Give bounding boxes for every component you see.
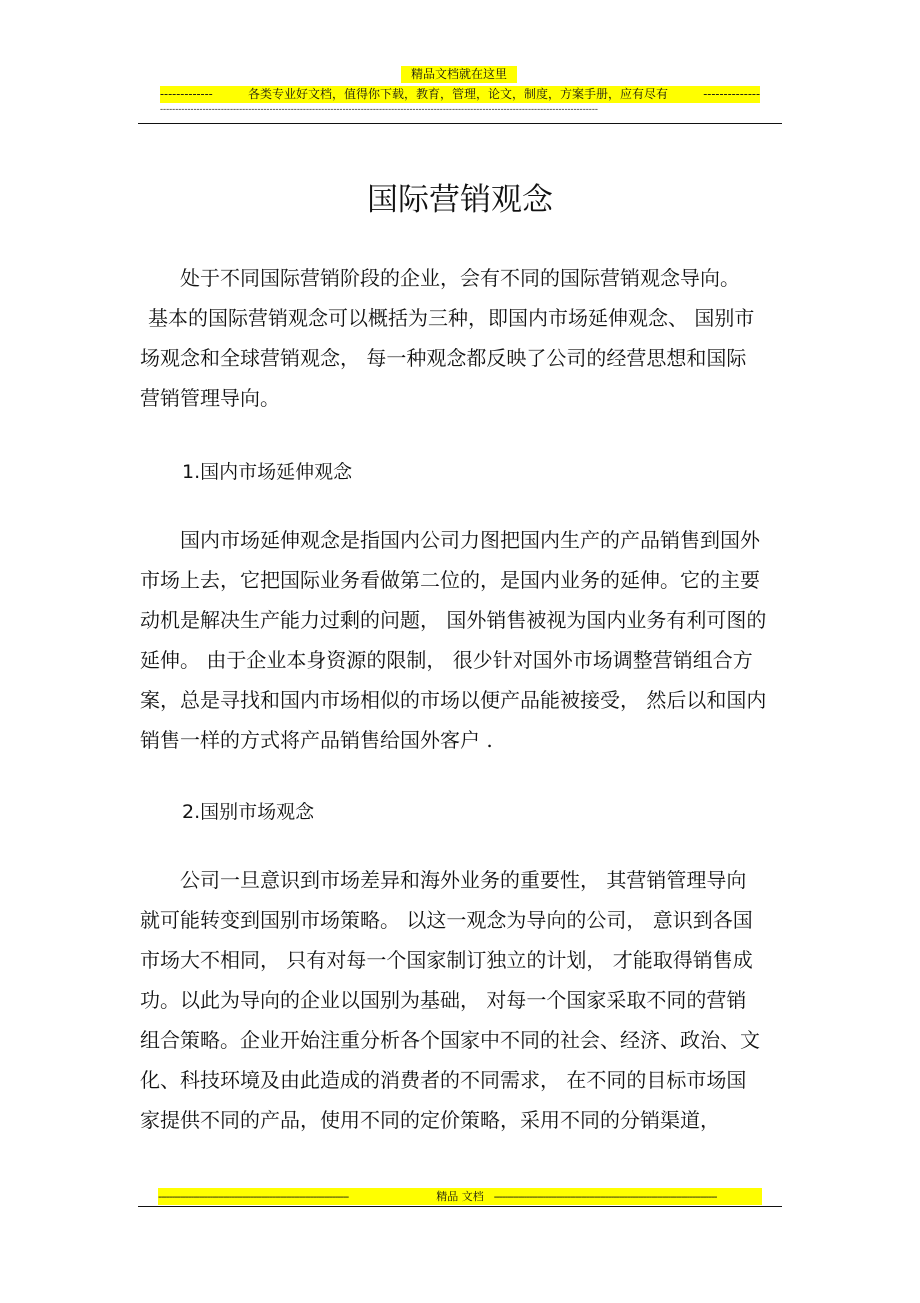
section-heading-2: 2.国别市场观念 <box>182 801 315 823</box>
section-1-line-6: 销售一样的方式将产品销售给国外客户 . <box>140 728 493 752</box>
section-2-line-1: 公司一旦意识到市场差异和海外业务的重要性， 其营销管理导向 <box>180 868 747 892</box>
section-2-line-4: 功。以此为导向的企业以国别为基础， 对每一个国家采取不同的营销 <box>140 988 747 1012</box>
header-banner-text: 各类专业好文档，值得你下载，教育，管理，论文，制度，方案手册，应有尽有 <box>247 87 668 101</box>
section-2-line-2: 就可能转变到国别市场策略。 以这一观念为导向的公司， 意识到各国 <box>140 908 753 932</box>
section-1-line-3: 动机是解决生产能力过剩的问题， 国外销售被视为国内业务有利可图的 <box>140 608 767 632</box>
section-2-line-3: 市场大不相同， 只有对每一个国家制订独立的计划， 才能取得销售成 <box>140 948 753 972</box>
section-1-line-5: 案，总是寻找和国内市场相似的市场以便产品能被接受， 然后以和国内 <box>140 688 767 712</box>
header-divider <box>138 123 782 124</box>
intro-paragraph <box>140 258 780 418</box>
header-banner-left-dashes: ------------- <box>160 87 213 101</box>
section-1-paragraph <box>140 520 780 760</box>
footer-banner <box>158 1188 762 1205</box>
header-banner <box>160 86 760 103</box>
document-title: 国际营销观念 <box>367 182 553 218</box>
section-2-line-7: 家提供不同的产品，使用不同的定价策略，采用不同的分销渠道， <box>140 1108 720 1132</box>
intro-line-1: 处于不同国际营销阶段的企业，会有不同的国际营销观念导向。 <box>180 266 740 290</box>
intro-line-2: 基本的国际营销观念可以概括为三种，即国内市场延伸观念、 国别市 <box>148 306 755 330</box>
footer-right-dashes: ---------------------------------------------------------------------------------- <box>493 1190 717 1203</box>
header-banner-right-dashes: -------------- <box>703 87 760 101</box>
section-1-line-1: 国内市场延伸观念是指国内公司力图把国内生产的产品销售到国外 <box>180 528 760 552</box>
intro-line-3: 场观念和全球营销观念， 每一种观念都反映了公司的经营思想和国际 <box>140 346 747 370</box>
footer-divider <box>138 1206 782 1207</box>
header-dash-line: ------------------------------------------------------------------------------------------------------------------------------------------------ <box>160 105 598 115</box>
section-2-paragraph <box>140 860 780 1140</box>
footer-left-dashes: ---------------------------------------------------------------------- <box>158 1190 349 1203</box>
footer-label: 精品 文档 <box>436 1190 484 1203</box>
section-2-line-6: 化、科技环境及由此造成的消费者的不同需求， 在不同的目标市场国 <box>140 1068 747 1092</box>
section-2-line-5: 组合策略。企业开始注重分析各个国家中不同的社会、经济、政治、文 <box>140 1028 760 1052</box>
section-1-line-2: 市场上去，它把国际业务看做第二位的，是国内业务的延伸。它的主要 <box>140 568 760 592</box>
section-heading-1: 1.国内市场延伸观念 <box>182 461 353 483</box>
header-top-label: 精品文档就在这里 <box>401 66 517 83</box>
intro-line-4: 营销管理导向。 <box>140 386 280 410</box>
section-1-line-4: 延伸。 由于企业本身资源的限制， 很少针对国外市场调整营销组合方 <box>140 648 753 672</box>
